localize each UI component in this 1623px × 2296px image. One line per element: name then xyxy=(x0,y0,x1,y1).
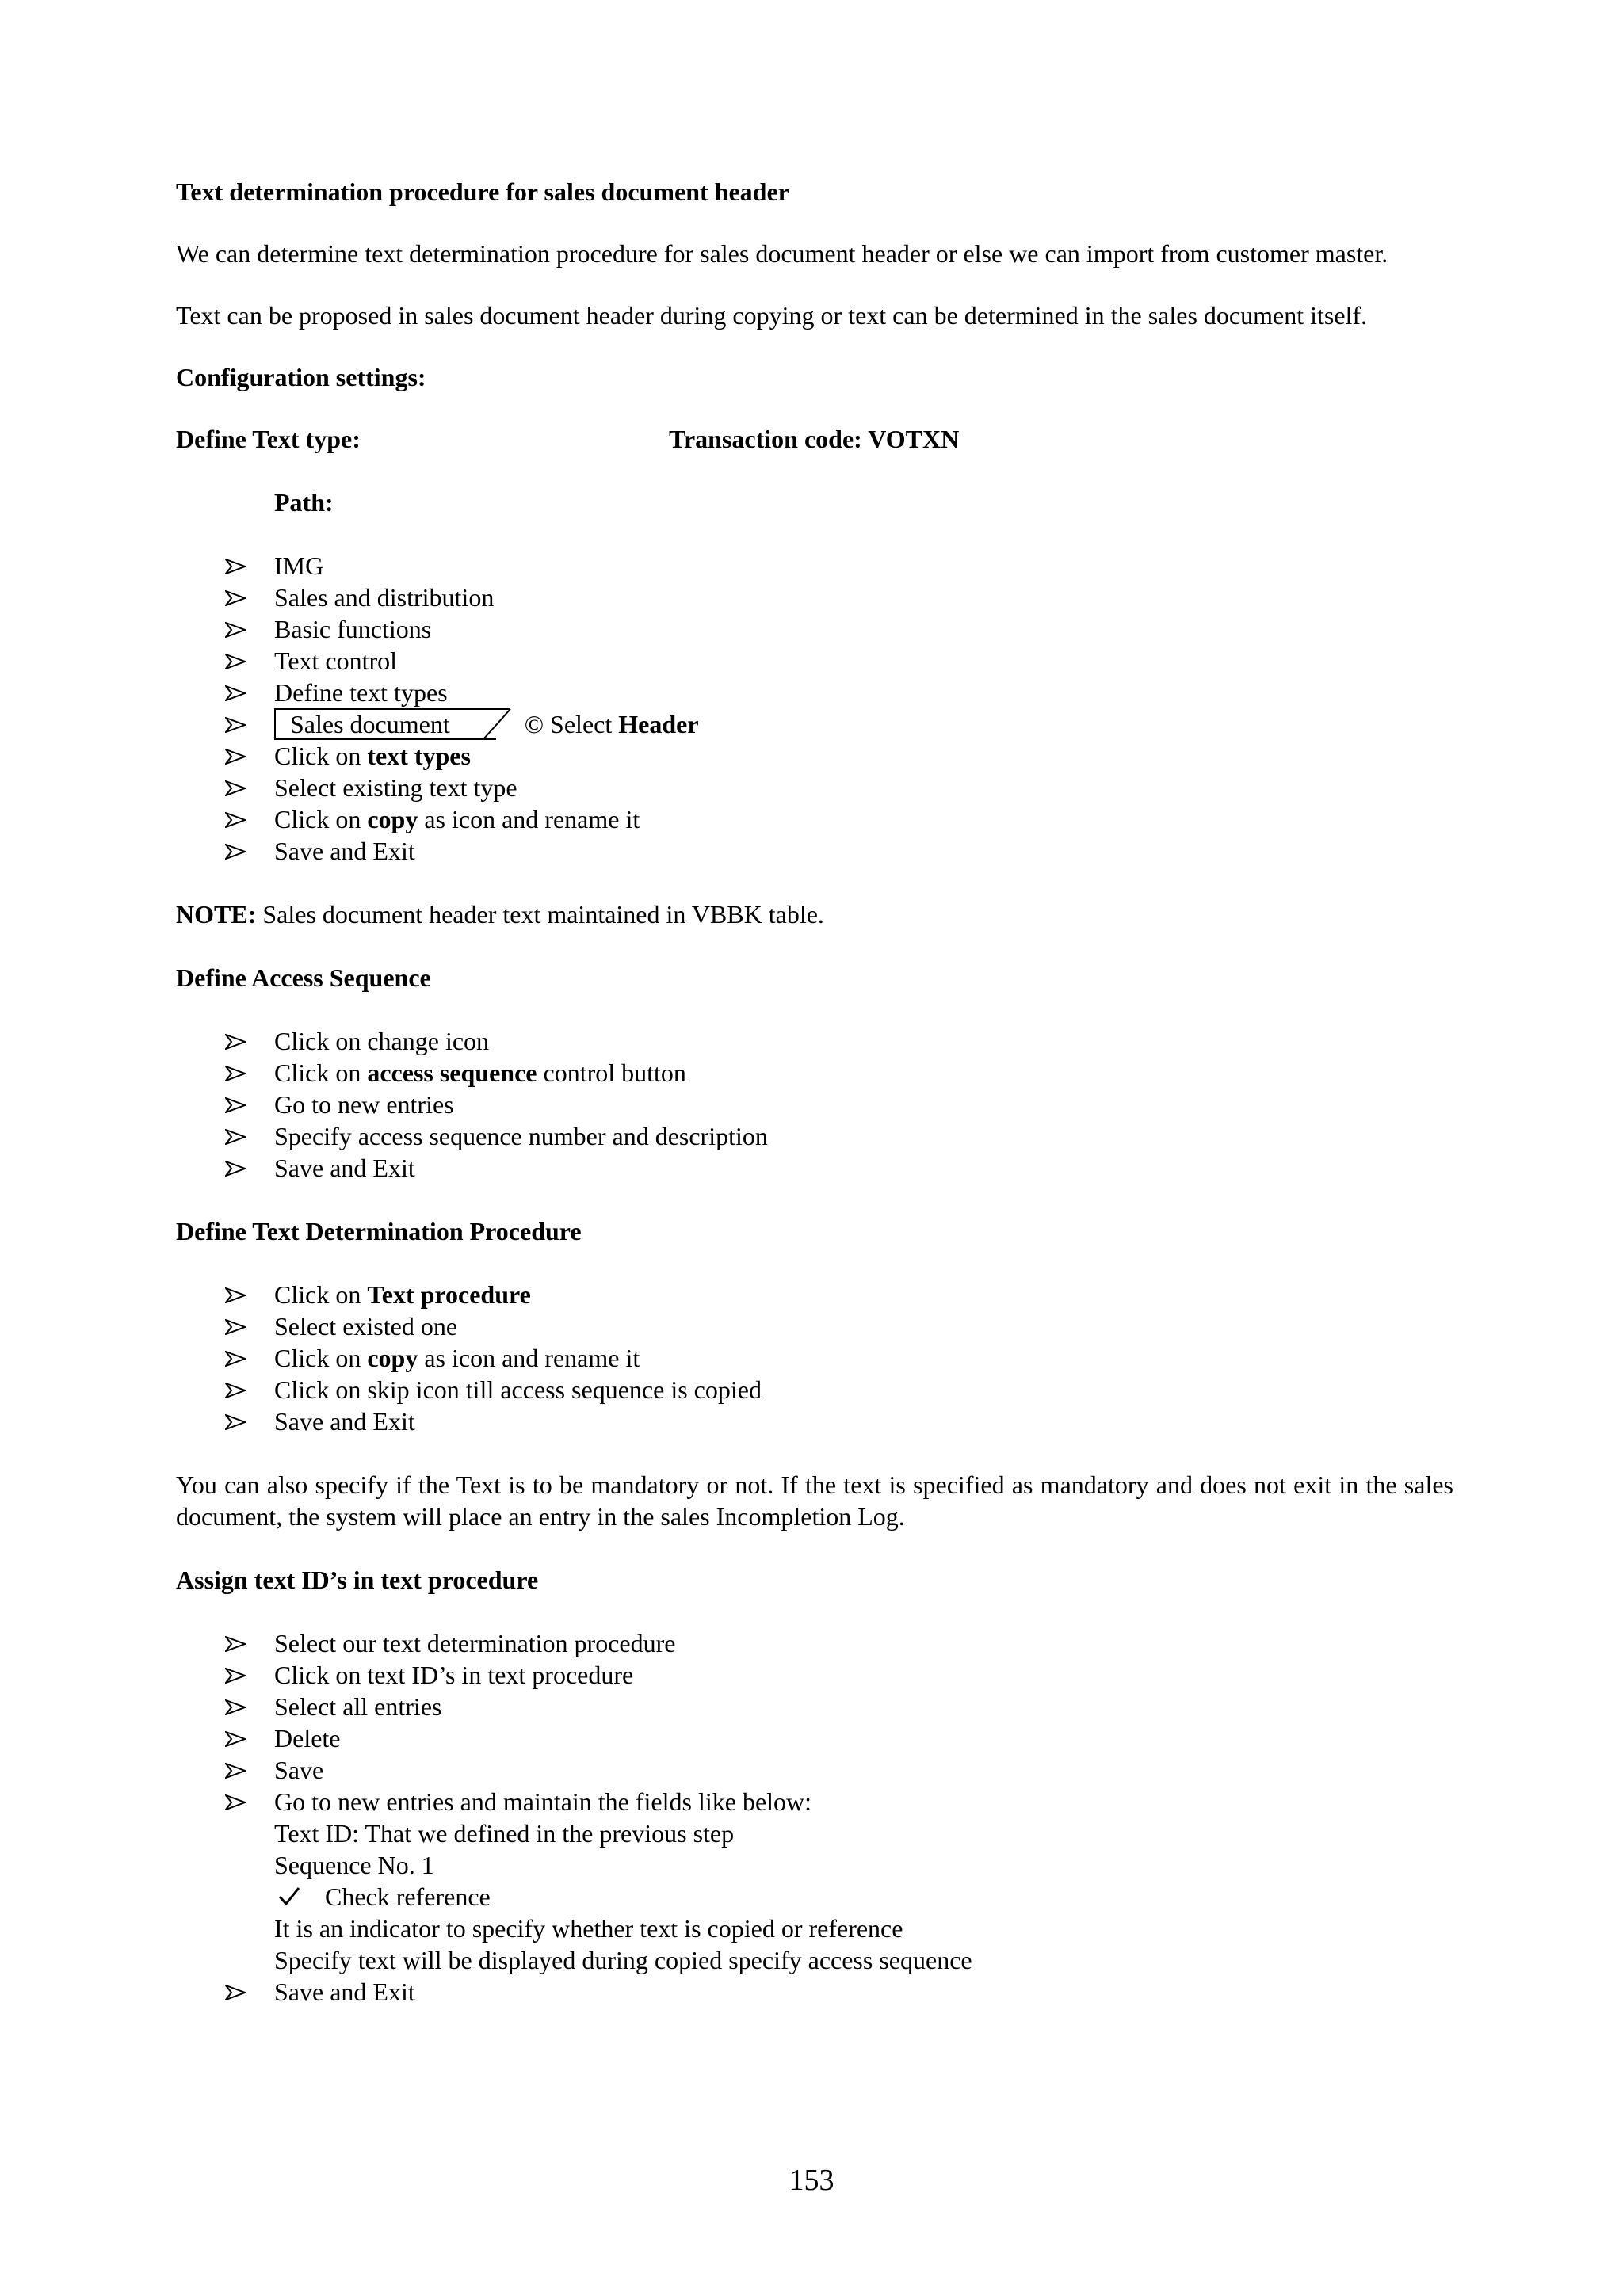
arrow-bullet-icon xyxy=(225,1374,247,1405)
access-sequence-list xyxy=(176,1025,1453,1184)
arrow-bullet-icon xyxy=(225,1310,247,1342)
config-heading: Configuration settings: xyxy=(176,363,426,391)
path-list xyxy=(176,550,1453,867)
arrow-bullet-icon xyxy=(225,677,247,708)
list-item: Select our text determination procedure xyxy=(176,1627,1453,1659)
list-item: Go to new entries xyxy=(176,1089,1453,1120)
arrow-bullet-icon xyxy=(225,1722,247,1754)
arrow-bullet-icon xyxy=(225,1754,247,1786)
arrow-bullet-icon xyxy=(225,1786,247,1817)
list-item: Save and Exit xyxy=(176,835,1453,867)
list-item: Click on copy as icon and rename it xyxy=(176,803,1453,835)
check-reference-line: Check reference xyxy=(274,1881,1453,1913)
arrow-bullet-icon xyxy=(225,708,247,740)
list-item: Click on copy as icon and rename it xyxy=(176,1342,1453,1374)
intro-paragraph-2: Text can be proposed in sales document header during copying or text can be determined in the sales document itself. xyxy=(176,301,1368,330)
arrow-bullet-icon xyxy=(225,1025,247,1057)
mandatory-paragraph: You can also specify if the Text is to be mandatory or not. If the text is specified as mandatory and does not exit in the sales document, the system will place an entry in the sales Incompletion Log. xyxy=(176,1470,1453,1531)
access-sequence-heading: Define Access Sequence xyxy=(176,963,431,992)
arrow-bullet-icon xyxy=(225,740,247,772)
list-item: Select existing text type xyxy=(176,772,1453,803)
arrow-bullet-icon xyxy=(225,1057,247,1089)
note-paragraph: NOTE: Sales document header text maintained in VBBK table. xyxy=(176,900,824,929)
arrow-bullet-icon xyxy=(225,645,247,677)
list-item: Text control xyxy=(176,645,1453,677)
define-text-type-label: Define Text type: xyxy=(176,425,361,453)
list-item: Save and Exit xyxy=(176,1405,1453,1437)
page-number: 153 xyxy=(789,2164,834,2197)
arrow-bullet-icon xyxy=(225,1976,247,2008)
list-item: Basic functions xyxy=(176,613,1453,645)
arrow-bullet-icon xyxy=(225,803,247,835)
intro-paragraph-1: We can determine text determination procedure for sales document header or else we can import from customer master. xyxy=(176,239,1388,268)
sales-document-tab: Sales document xyxy=(274,708,496,740)
arrow-bullet-icon xyxy=(225,1120,247,1152)
list-item: IMG xyxy=(176,550,1453,582)
arrow-bullet-icon xyxy=(225,772,247,803)
list-item: Delete xyxy=(176,1722,1453,1754)
arrow-bullet-icon xyxy=(225,1342,247,1374)
tab-slant-icon xyxy=(482,708,514,740)
arrow-bullet-icon xyxy=(225,1691,247,1722)
arrow-bullet-icon xyxy=(225,1089,247,1120)
text-procedure-list xyxy=(176,1279,1453,1437)
list-item-new-entries: Go to new entries and maintain the fields like below: Text ID: That we defined in the previous step Sequence No. 1 Check reference It is an indicator to specify whether text is copied or reference Specify text will be displayed during copied specify access sequence xyxy=(176,1786,1453,1976)
list-item: Save and Exit xyxy=(176,1976,1453,2008)
list-item-sales-document-tab xyxy=(176,708,1453,740)
arrow-bullet-icon xyxy=(225,1405,247,1437)
list-item: Click on change icon xyxy=(176,1025,1453,1057)
list-item: Click on text types xyxy=(176,740,1453,772)
document-page xyxy=(176,176,1453,2008)
arrow-bullet-icon xyxy=(225,550,247,582)
list-item: Select all entries xyxy=(176,1691,1453,1722)
assign-heading: Assign text ID’s in text procedure xyxy=(176,1566,539,1594)
list-item: Specify access sequence number and description xyxy=(176,1120,1453,1152)
select-header-text: © Select Header xyxy=(524,710,699,738)
arrow-bullet-icon xyxy=(225,835,247,867)
list-item: Define text types xyxy=(176,677,1453,708)
list-item: Click on access sequence control button xyxy=(176,1057,1453,1089)
arrow-bullet-icon xyxy=(225,1279,247,1310)
list-item: Save xyxy=(176,1754,1453,1786)
path-label: Path: xyxy=(274,488,334,517)
list-item: Save and Exit xyxy=(176,1152,1453,1184)
arrow-bullet-icon xyxy=(225,1152,247,1184)
assign-list xyxy=(176,1627,1453,2008)
list-item: Click on Text procedure xyxy=(176,1279,1453,1310)
define-text-type-row xyxy=(176,423,1453,455)
transaction-code: Transaction code: VOTXN xyxy=(669,425,960,453)
arrow-bullet-icon xyxy=(225,613,247,645)
check-mark-icon xyxy=(277,1881,301,1920)
list-item: Click on text ID’s in text procedure xyxy=(176,1659,1453,1691)
list-item: Sales and distribution xyxy=(176,582,1453,613)
page-title: Text determination procedure for sales document header xyxy=(176,177,789,206)
arrow-bullet-icon xyxy=(225,1627,247,1659)
arrow-bullet-icon xyxy=(225,582,247,613)
list-item: Click on skip icon till access sequence is copied xyxy=(176,1374,1453,1405)
list-item: Select existed one xyxy=(176,1310,1453,1342)
text-procedure-heading: Define Text Determination Procedure xyxy=(176,1217,582,1245)
arrow-bullet-icon xyxy=(225,1659,247,1691)
